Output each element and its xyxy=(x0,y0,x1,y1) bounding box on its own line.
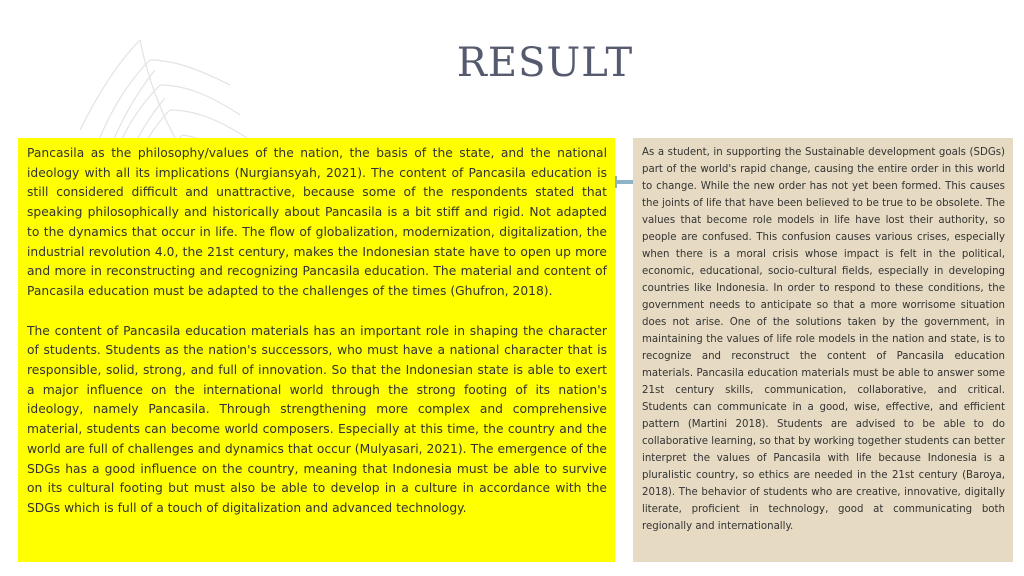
slide-title: RESULT xyxy=(456,40,634,86)
left-text-panel xyxy=(18,138,615,562)
left-paragraph-2: The content of Pancasila education materials has an important role in shaping the character of students. Students as the nation's successors, who must have a national character that is responsible, solid, strong, and full of innovation. So that the Indonesian state is able to exert a major influence on the international world through the strong footing of its nation's ideology, namely Pancasila. Through strengthening more complex and comprehensive material, students can become world composers. Especially at this time, the country and the world are full of challenges and dynamics that occur (Mulyasari, 2021). The emergence of the SDGs has a good influence on the country, meaning that Indonesia must be able to survive on its cultural footing but must also be able to develop in a culture in accordance with the SDGs which is full of a touch of digitalization and advanced technology. xyxy=(27,323,607,515)
right-paragraph: As a student, in supporting the Sustainable development goals (SDGs) part of the world's rapid change, causing the entire order in this world to change. While the new order has not yet been formed. This causes the joints of life that have been believed to be true to be obsolete. The values that become role models in life have lost their authority, so people are confused. This confusion causes various crises, especially when there is a moral crisis whose impact is felt in the political, economic, educational, socio-cultural fields, especially in developing countries like Indonesia. In order to respond to these conditions, the government needs to anticipate so that a more worrisome situation does not arise. One of the solutions taken by the government, in maintaining the values of life role models in the nation and state, is to recognize and reconstruct the content of Pancasila education materials. Pancasila education materials must be able to answer some 21st century skills, communication, collaborative, and critical. Students can communicate in a good, wise, effective, and efficient pattern (Martini 2018). Students are advised to be able to do collaborative learning, so that by working together students can better interpret the values of Pancasila with life because Indonesia is a pluralistic country, so ethics are needed in the 21st century (Baroya, 2018). The behavior of students who are creative, innovative, digitally literate, proficient in technology, good at communicating both regionally and internationally. xyxy=(642,147,1005,532)
right-text-panel xyxy=(633,138,1013,562)
left-paragraph-1: Pancasila as the philosophy/values of the nation, the basis of the state, and the national ideology with all its implications (Nurgiansyah, 2021). The content of Pancasila education is still considered difficult and unattractive, because some of the respondents stated that speaking philosophically and historically about Pancasila is a bit stiff and rigid. Not adapted to the dynamics that occur in life. The flow of globalization, modernization, digitalization, the industrial revolution 4.0, the 21st century, makes the Indonesian state have to open up more and more in reconstructing and recognizing Pancasila education. The material and content of Pancasila education must be adapted to the challenges of the times (Ghufron, 2018). xyxy=(27,146,607,298)
